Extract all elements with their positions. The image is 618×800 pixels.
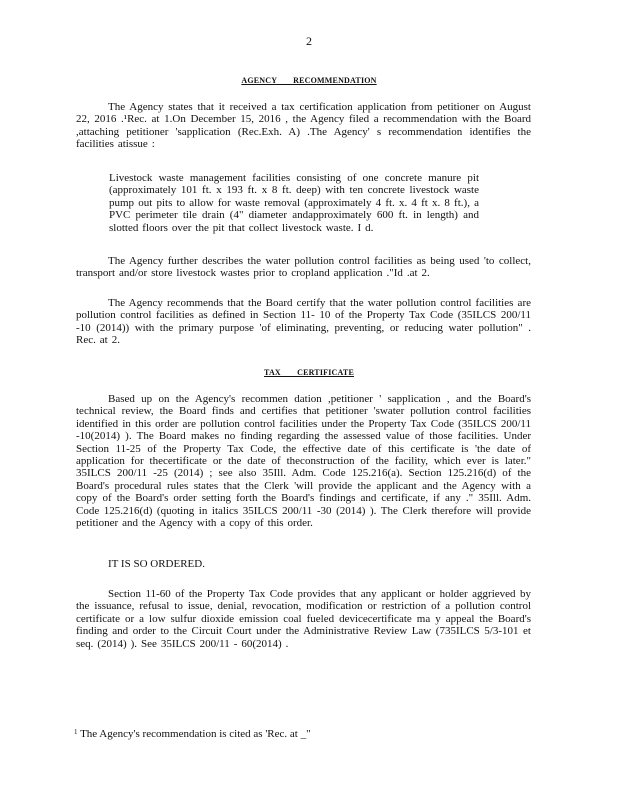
footnote	[74, 728, 311, 740]
block-quote-facilities: Livestock waste management facilities consisting of one concrete manure pit (approximately 101 ft. x 193 ft. x 8 ft. deep) with ten concrete livestock waste pump out pits to allow for waste removal (approximately 4 ft. x. 4 ft x. 8 ft.), a PVC perimeter tile drain (4" diameter andapproximately 600 ft. in length) and slotted floors over the pit that collect livestock waste. I d.	[109, 172, 479, 234]
page-number: 2	[306, 34, 312, 48]
footnote-text: The Agency's recommendation is cited as 'Rec. at _"	[80, 728, 311, 740]
so-ordered-line: IT IS SO ORDERED.	[108, 558, 205, 570]
section-heading-text: AGENCY RECOMMENDATION	[241, 76, 377, 85]
section-heading-agency-recommendation	[0, 76, 618, 85]
section-heading-text: TAX CERTIFICATE	[264, 368, 354, 377]
paragraph-board-finds: Based up on the Agency's recommen dation ,petitioner ' sapplication , and the Board's technical review, the Board finds and certifies that petitioner 'swater pollution control facilities identified in this order are pollution control facilities under the Property Tax Code (35ILCS 200/11 -10(2014) ). The Board makes no finding regarding the assessed value of those facilities. Under Section 11-25 of the Property Tax Code, the effective date of this certificate is 'the date of application for thecertificate or the date of theconstruction of the facility, which ever is later." 35ILCS 200/11 -25 (2014) ; see also 35Ill. Adm. Code 125.216(a). Section 125.216(d) of the Board's procedural rules states that the Clerk 'will provide the applicant and the Agency with a copy of the Board's order setting forth the Board's findings and certificate, if any ." 35Ill. Adm. Code 125.216(d) (quoting in italics 35ILCS 200/11 -30 (2014) ). The Clerk therefore will provide petitioner and the Agency with a copy of this order.	[76, 393, 531, 530]
section-heading-tax-certificate	[0, 368, 618, 377]
paragraph-appeal-rights: Section 11-60 of the Property Tax Code provides that any applicant or holder aggrieved by the issuance, refusal to issue, denial, revocation, modification or restriction of a pollution control certificate or a low sulfur dioxide emission coal fueled devicecertificate ma y appeal the Board's finding and order to the Circuit Court under the Administrative Review Law (735ILCS 5/3-101 et seq. (2014) ). See 35ILCS 200/11 - 60(2014) .	[76, 588, 531, 650]
paragraph-agency-recommends: The Agency recommends that the Board certify that the water pollution control facilities are pollution control facilities as defined in Section 11- 10 of the Property Tax Code (35ILCS 200/11 -10 (2014)) with the primary purpose 'of eliminating, preventing, or reducing water pollution" . Rec. at 2.	[76, 297, 531, 347]
paragraph-agency-describes: The Agency further describes the water pollution control facilities as being used 'to collect, transport and/or store livestock wastes prior to cropland application ."Id .at 2.	[76, 255, 531, 280]
footnote-marker: 1	[74, 728, 78, 736]
paragraph-agency-received: The Agency states that it received a tax certification application from petitioner on August 22, 2016 .¹Rec. at 1.On December 15, 2016 , the Agency filed a recommendation with the Board ,attaching petitioner 'sapplication (Rec.Exh. A) .The Agency' s recommendation identifies the facilities atissue :	[76, 101, 531, 151]
